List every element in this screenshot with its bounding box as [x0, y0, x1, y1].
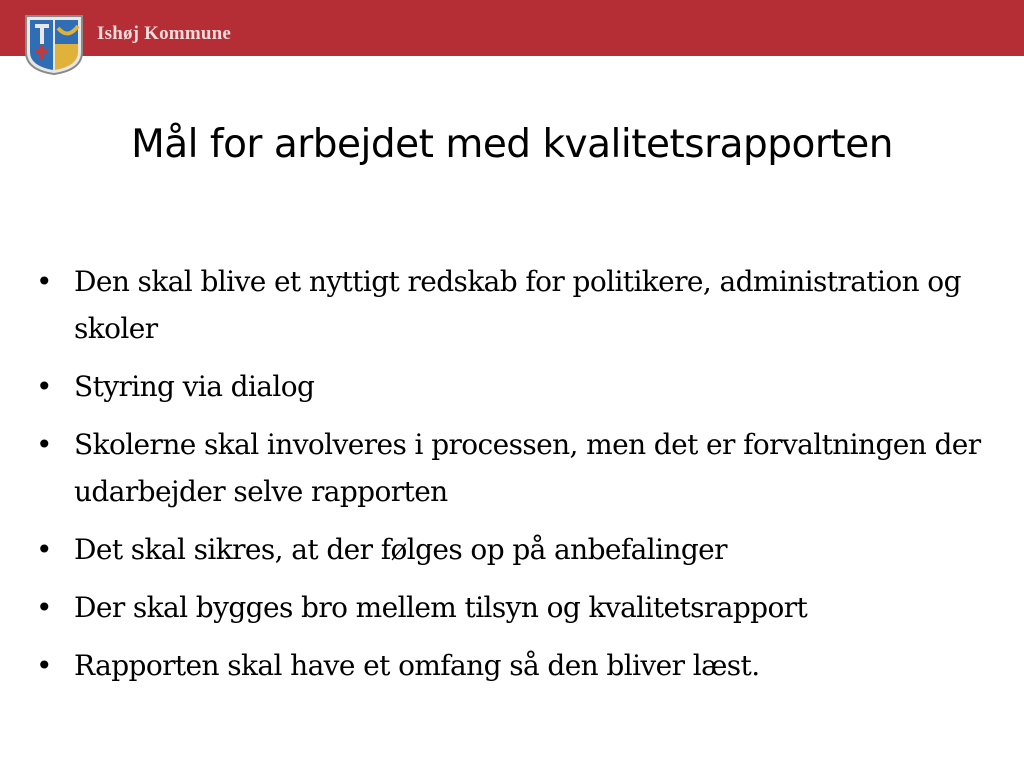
bullet-item: [0, 526, 1024, 573]
bullet-text: Der skal bygges bro mellem tilsyn og kvalitetsrapport: [74, 591, 808, 624]
bullet-list: [0, 258, 1024, 700]
bullet-text: Styring via dialog: [74, 370, 315, 403]
bullet-icon: •: [36, 533, 52, 566]
slide-title: Mål for arbejdet med kvalitetsrapporten: [131, 122, 893, 167]
bullet-icon: •: [36, 649, 52, 682]
bullet-text: Den skal blive et nyttigt redskab for politikere, administration og skoler: [74, 265, 961, 345]
bullet-icon: •: [36, 428, 52, 461]
bullet-item: [0, 421, 1024, 515]
bullet-item: [0, 258, 1024, 352]
bullet-text: Rapporten skal have et omfang så den bliver læst.: [74, 649, 760, 682]
bullet-text: Skolerne skal involveres i processen, men det er forvaltningen der udarbejder selve rapporten: [74, 428, 981, 508]
bullet-icon: •: [36, 591, 52, 624]
bullet-item: [0, 363, 1024, 410]
municipality-crest-logo: [22, 14, 86, 76]
bullet-text: Det skal sikres, at der følges op på anbefalinger: [74, 533, 727, 566]
bullet-item: [0, 584, 1024, 631]
bullet-icon: •: [36, 265, 52, 298]
organization-name: Ishøj Kommune: [97, 23, 232, 44]
bullet-icon: •: [36, 370, 52, 403]
bullet-item: [0, 642, 1024, 689]
